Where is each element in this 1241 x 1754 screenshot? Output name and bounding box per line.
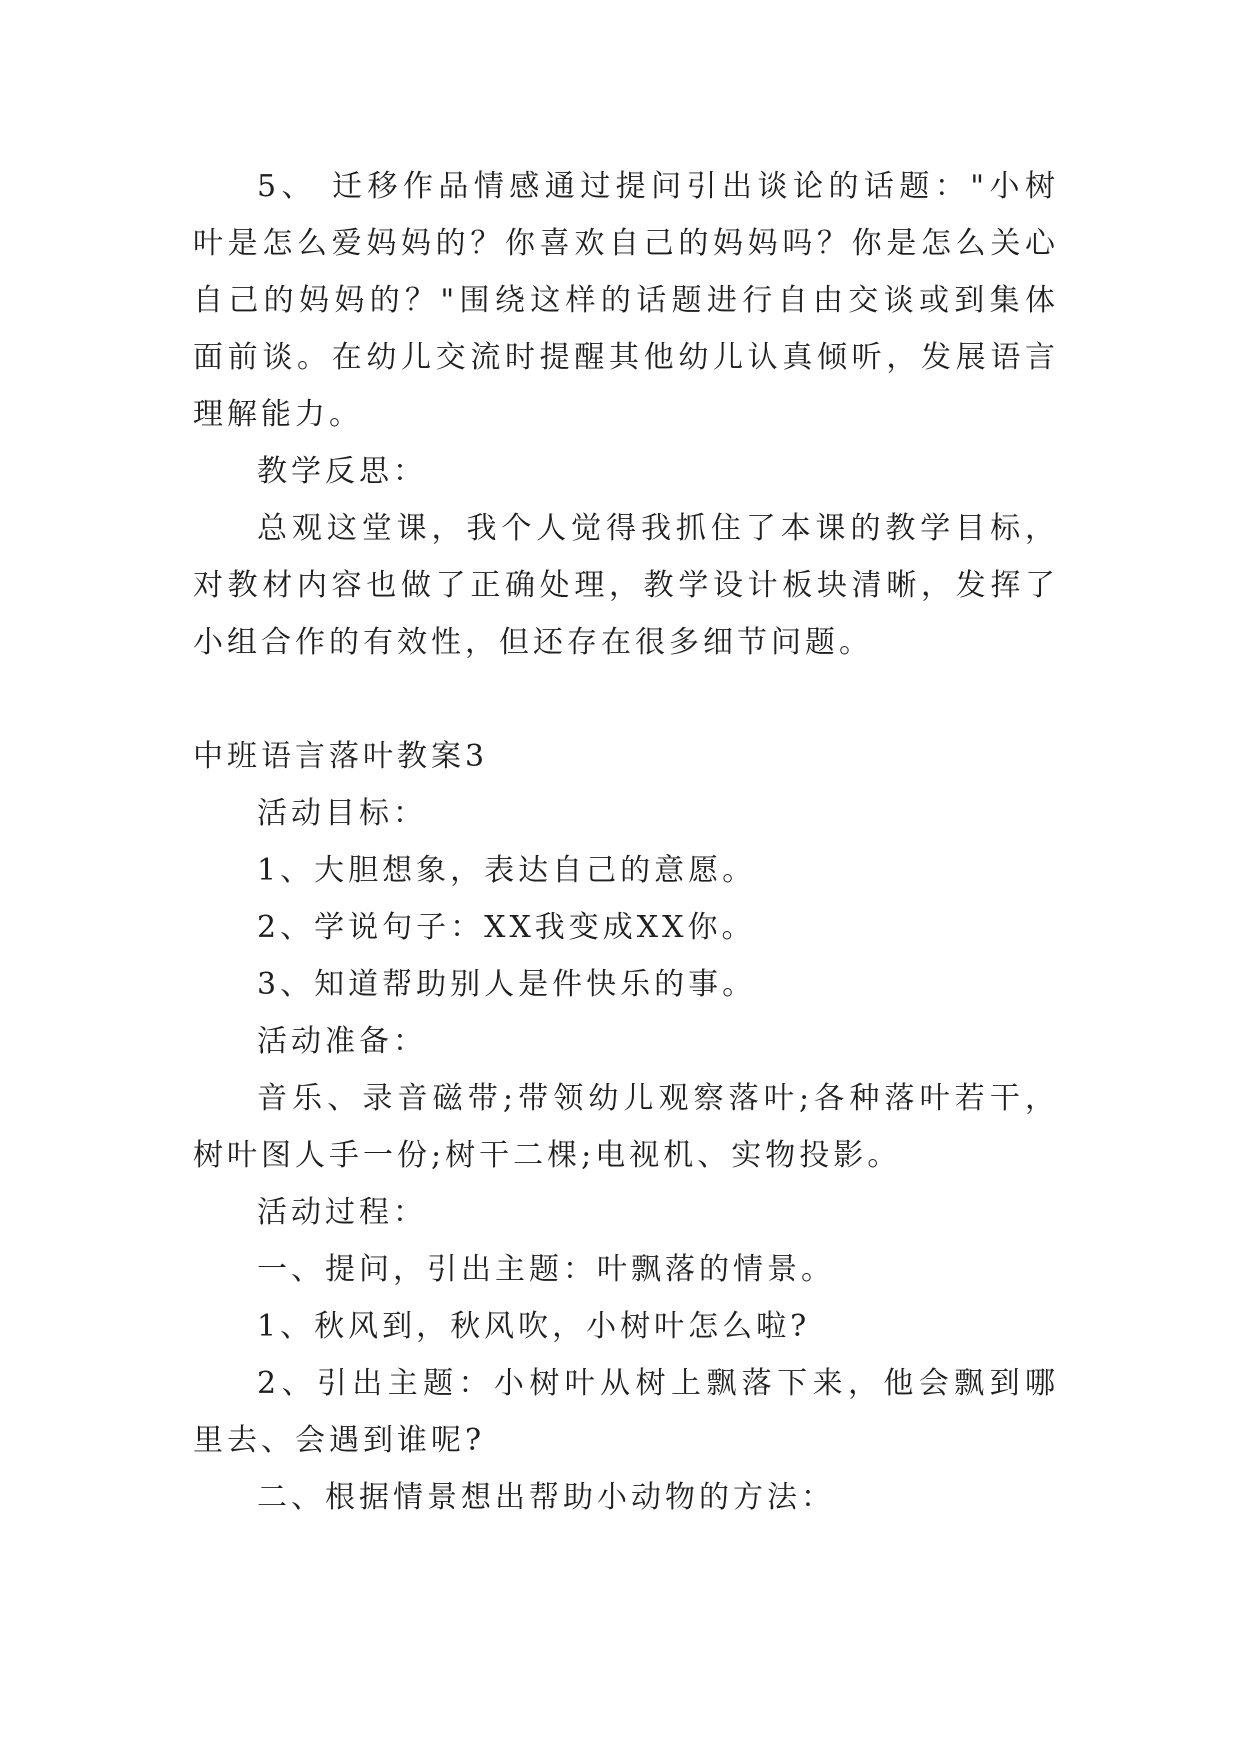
paragraph-goal-3: 3、知道帮助别人是件快乐的事。	[257, 967, 757, 1002]
paragraph-step-5: 5、 迁移作品情感通过提问引出谈论的话题："小树叶是怎么爱妈妈的？你喜欢自己的妈妈吗？你是怎么关心自己的妈妈的？"围绕这样的话题进行自由交谈或到集体面前谈。在幼儿交流时提醒其他幼儿认真倾听，发展语言理解能力。	[193, 169, 1059, 432]
paragraph-process-label: 活动过程：	[257, 1195, 427, 1230]
paragraph-process-step-1: 一、提问，引出主题：叶飘落的情景。	[257, 1252, 835, 1287]
document-body	[193, 158, 1059, 1526]
paragraph-goal-1: 1、大胆想象，表达自己的意愿。	[257, 853, 757, 888]
paragraph-goals-label: 活动目标：	[257, 796, 427, 831]
paragraph-prep-label: 活动准备：	[257, 1024, 427, 1059]
paragraph-goal-2: 2、学说句子：XX我变成XX你。	[257, 910, 756, 945]
section-gap	[193, 671, 1059, 728]
paragraph-process-question-1: 1、秋风到，秋风吹，小树叶怎么啦?	[257, 1309, 811, 1344]
paragraph-process-step-2: 二、根据情景想出帮助小动物的方法：	[257, 1480, 835, 1515]
paragraph-reflection-label: 教学反思：	[257, 454, 427, 489]
paragraph-process-question-2: 2、引出主题：小树叶从树上飘落下来，他会飘到哪里去、会遇到谁呢?	[193, 1366, 1059, 1458]
paragraph-reflection-text: 总观这堂课，我个人觉得我抓住了本课的教学目标，对教材内容也做了正确处理，教学设计板块清晰，发挥了小组合作的有效性，但还存在很多细节问题。	[193, 511, 1059, 660]
paragraph-prep-text: 音乐、录音磁带;带领幼儿观察落叶;各种落叶若干，树叶图人手一份;树干二棵;电视机、实物投影。	[193, 1081, 1059, 1173]
section-heading: 中班语言落叶教案3	[193, 739, 489, 774]
